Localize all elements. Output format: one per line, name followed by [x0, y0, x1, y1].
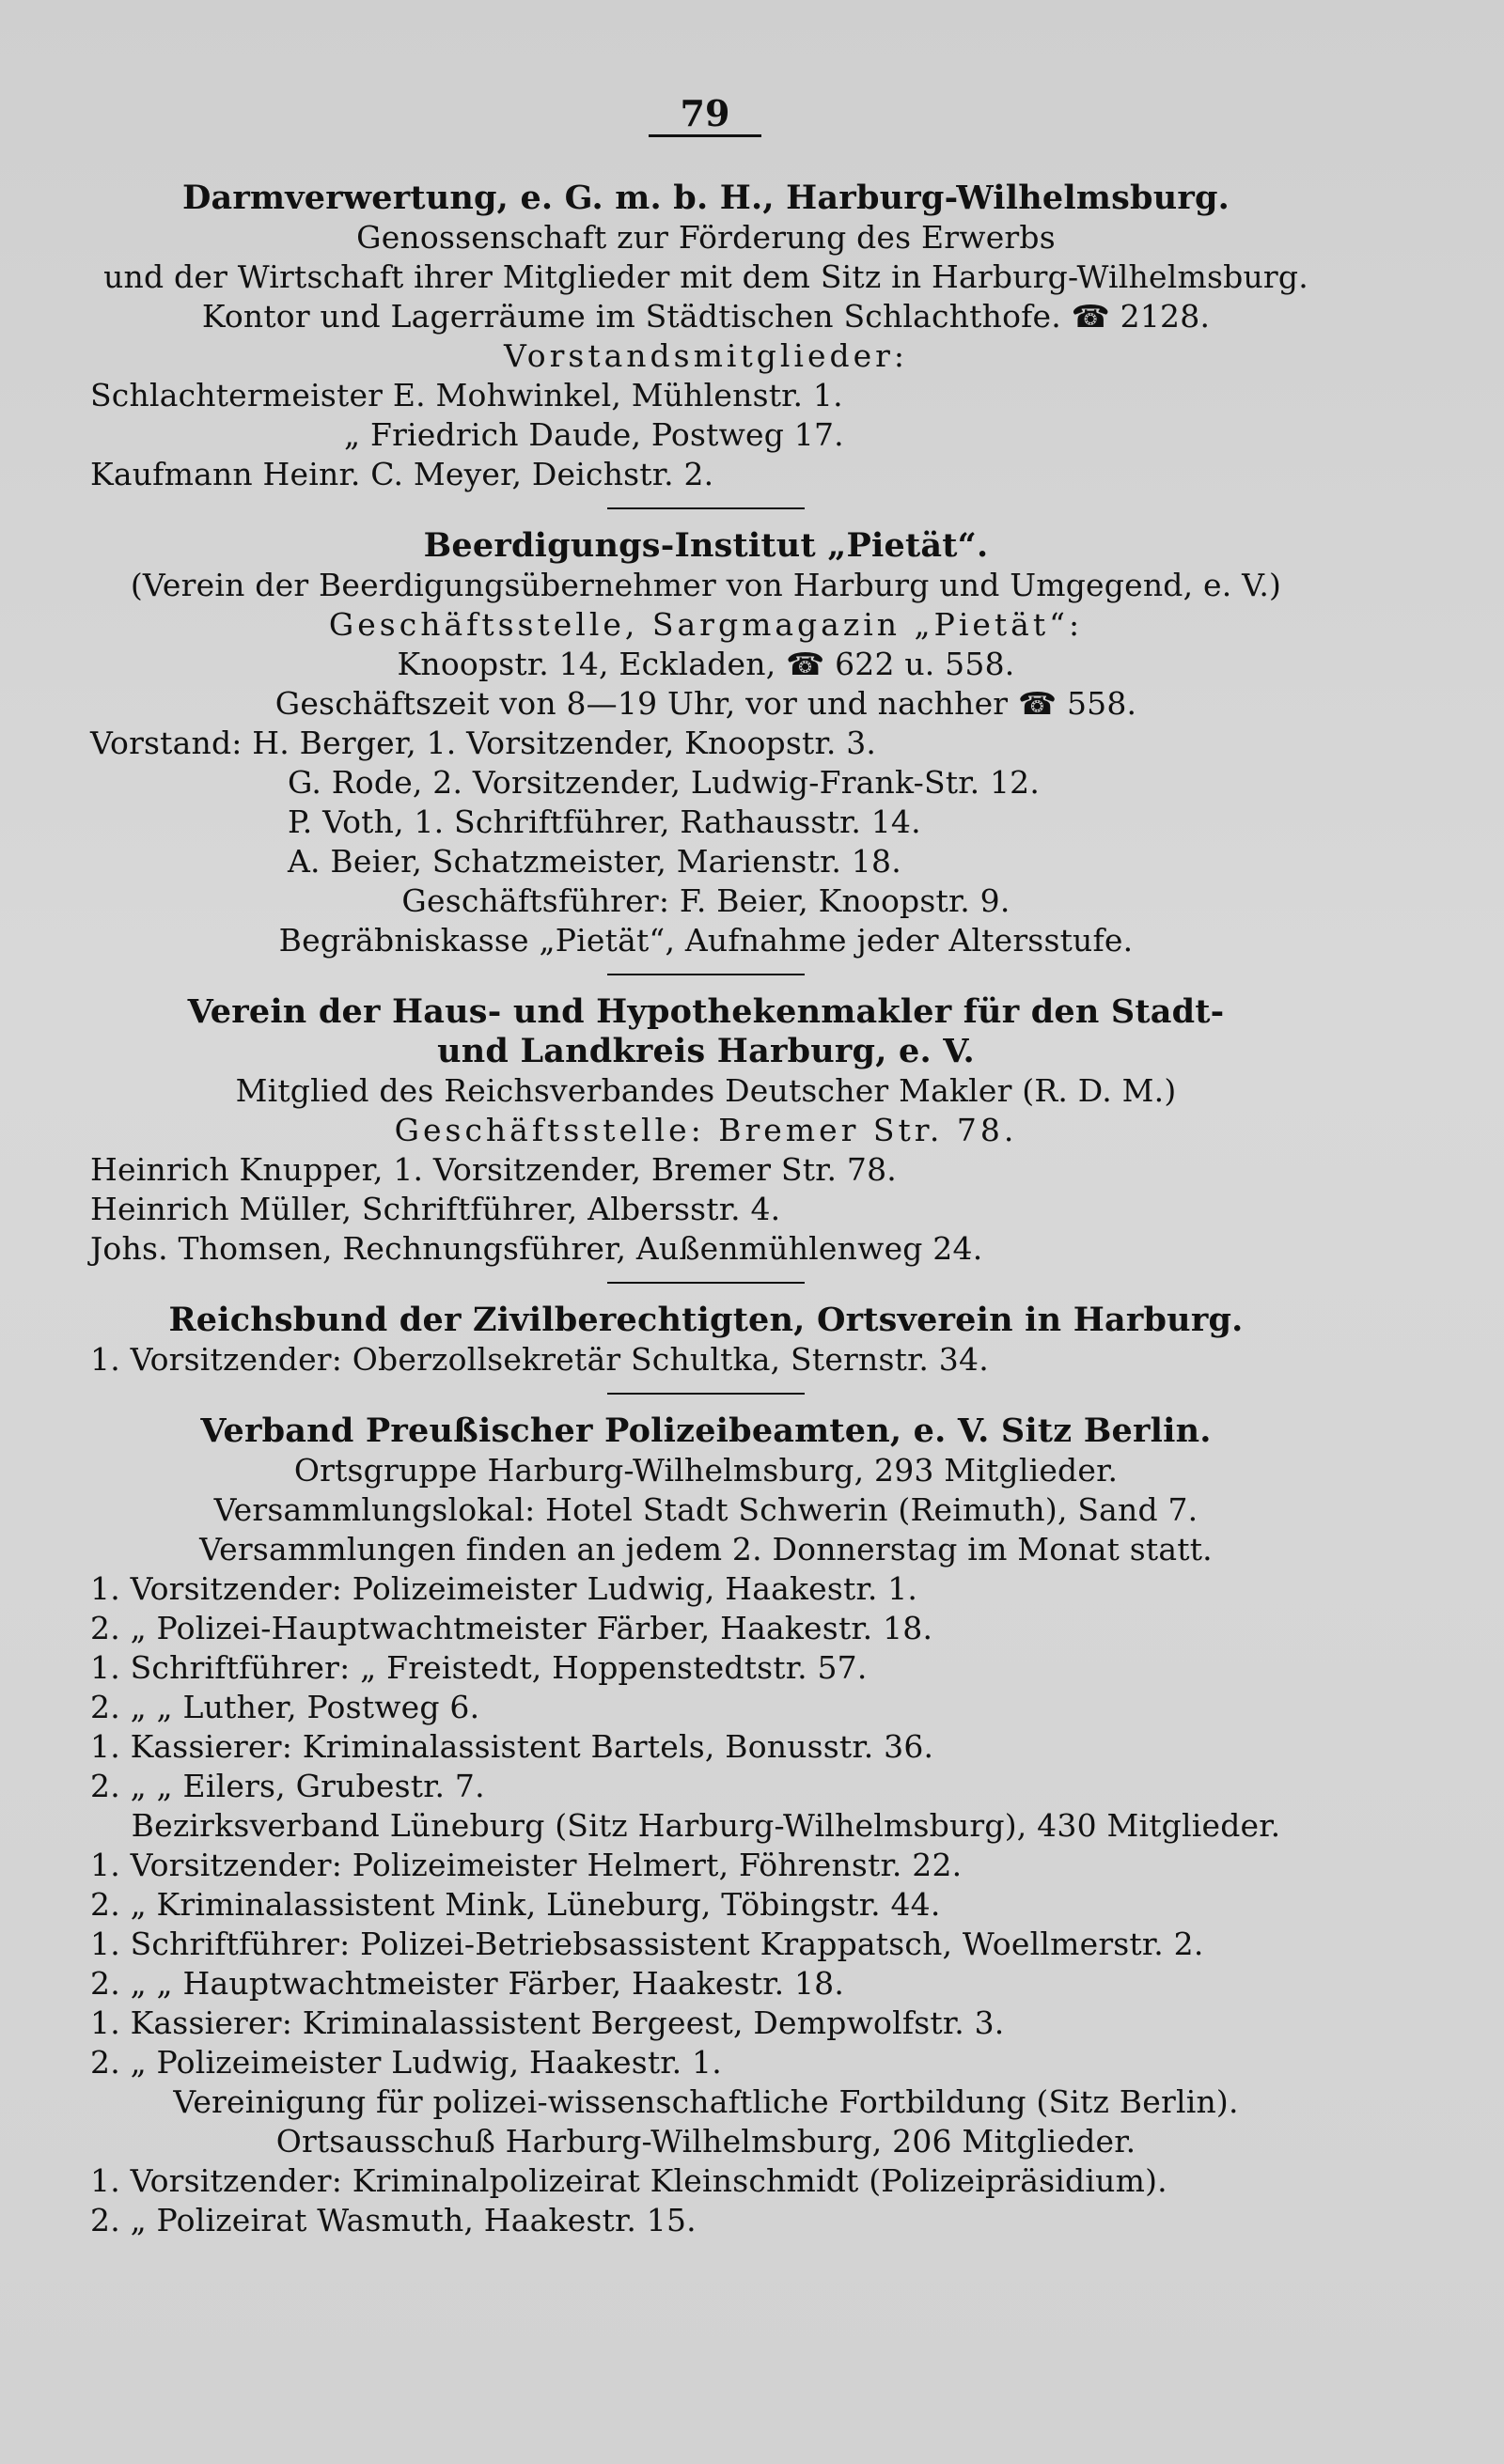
section-zivilberechtigte — [90, 1301, 1322, 1380]
text-line: Genossenschaft zur Förderung des Erwerbs — [356, 219, 1056, 256]
text-line: Versammlungen finden an jedem 2. Donnerstag im Monat statt. — [199, 1531, 1213, 1567]
section-darmverwertung — [90, 179, 1322, 494]
text-line: Johs. Thomsen, Rechnungsführer, Außenmühlenweg 24. — [90, 1230, 983, 1267]
page-number: 79 — [680, 92, 730, 134]
text-line: 2. „ „ Hauptwachtmeister Färber, Haakestr. 18. — [90, 1965, 845, 2002]
text-line: 1. Vorsitzender: Kriminalpolizeirat Kleinschmidt (Polizeipräsidium). — [90, 2162, 1167, 2199]
text-line: und Landkreis Harburg, e. V. — [437, 1032, 975, 1070]
text-line: 1. Vorsitzender: Polizeimeister Ludwig, Haakestr. 1. — [90, 1570, 918, 1607]
text-line: 2. „ Polizeirat Wasmuth, Haakestr. 15. — [90, 2202, 697, 2238]
text-line: Vorstandsmitglieder: — [503, 337, 909, 374]
text-line: 1. Schriftführer: „ Freistedt, Hoppenstedtstr. 57. — [90, 1649, 868, 1686]
text-line: Heinrich Müller, Schriftführer, Albersstr. 4. — [90, 1191, 781, 1227]
text-line: 2. „ Kriminalassistent Mink, Lüneburg, Töbingstr. 44. — [90, 1886, 941, 1923]
text-line: Geschäftsstelle: Bremer Str. 78. — [394, 1112, 1018, 1148]
text-line: „ Friedrich Daude, Postweg 17. — [344, 416, 844, 453]
text-line: Begräbniskasse „Pietät“, Aufnahme jeder Altersstufe. — [278, 922, 1134, 959]
text-line: Bezirksverband Lüneburg (Sitz Harburg-Wilhelmsburg), 430 Mitglieder. — [131, 1807, 1281, 1844]
text-line: P. Voth, 1. Schriftführer, Rathausstr. 14. — [288, 803, 921, 840]
text-line: Geschäftsführer: F. Beier, Knoopstr. 9. — [401, 882, 1010, 919]
section-heading: Reichsbund der Zivilberechtigten, Ortsverein in Harburg. — [168, 1301, 1244, 1339]
section-separator — [607, 974, 805, 975]
section-separator — [607, 1282, 805, 1284]
section-separator — [607, 1393, 805, 1395]
text-line: Knoopstr. 14, Eckladen, ☎ 622 u. 558. — [397, 646, 1015, 682]
text-line: Kontor und Lagerräume im Städtischen Schlachthofe. ☎ 2128. — [201, 298, 1211, 335]
text-line: 2. „ „ Luther, Postweg 6. — [90, 1689, 480, 1725]
section-polizeibeamte — [90, 1411, 1322, 2240]
text-line: 1. Schriftführer: Polizei-Betriebsassistent Krappatsch, Woellmerstr. 2. — [90, 1926, 1204, 1962]
text-line: Kaufmann Heinr. C. Meyer, Deichstr. 2. — [90, 456, 714, 492]
section-beerdigung — [90, 526, 1322, 960]
page-content — [90, 179, 1322, 2240]
section-hausmakler — [90, 992, 1322, 1269]
section-heading: Darmverwertung, e. G. m. b. H., Harburg-Wilhelmsburg. — [181, 179, 1230, 217]
text-line: Ortsausschuß Harburg-Wilhelmsburg, 206 Mitglieder. — [275, 2123, 1136, 2160]
text-line: (Verein der Beerdigungsübernehmer von Harburg und Umgegend, e. V.) — [130, 567, 1282, 603]
text-line: Versammlungslokal: Hotel Stadt Schwerin (Reimuth), Sand 7. — [213, 1491, 1198, 1528]
section-separator — [607, 507, 805, 509]
text-line: A. Beier, Schatzmeister, Marienstr. 18. — [288, 843, 901, 880]
text-line: Vereinigung für polizei-wissenschaftliche Fortbildung (Sitz Berlin). — [173, 2083, 1239, 2120]
text-line: Heinrich Knupper, 1. Vorsitzender, Bremer Str. 78. — [90, 1151, 897, 1188]
text-line: Geschäftszeit von 8—19 Uhr, vor und nachher ☎ 558. — [274, 685, 1137, 722]
text-line: 2. „ „ Eilers, Grubestr. 7. — [90, 1768, 485, 1804]
text-line: 1. Vorsitzender: Polizeimeister Helmert, Föhrenstr. 22. — [90, 1847, 963, 1883]
section-heading: Beerdigungs-Institut „Pietät“. — [423, 526, 989, 565]
text-line: Schlachtermeister E. Mohwinkel, Mühlenstr. 1. — [90, 377, 843, 413]
text-line: 2. „ Polizei-Hauptwachtmeister Färber, Haakestr. 18. — [90, 1610, 933, 1646]
text-line: Geschäftsstelle, Sargmagazin „Pietät“: — [328, 606, 1084, 643]
text-line: 1. Vorsitzender: Oberzollsekretär Schultka, Sternstr. 34. — [90, 1341, 989, 1378]
section-heading: Verband Preußischer Polizeibeamten, e. V. Sitz Berlin. — [200, 1411, 1212, 1450]
text-line: 2. „ Polizeimeister Ludwig, Haakestr. 1. — [90, 2044, 722, 2081]
text-line: 1. Kassierer: Kriminalassistent Bergeest, Dempwolfstr. 3. — [90, 2004, 1005, 2041]
text-line: und der Wirtschaft ihrer Mitglieder mit dem Sitz in Harburg-Wilhelmsburg. — [103, 258, 1308, 295]
text-line: 1. Kassierer: Kriminalassistent Bartels, Bonusstr. 36. — [90, 1728, 934, 1765]
text-line: G. Rode, 2. Vorsitzender, Ludwig-Frank-Str. 12. — [288, 764, 1041, 801]
section-heading: Verein der Haus- und Hypothekenmakler für den Stadt- — [187, 992, 1225, 1031]
page-number-rule — [649, 134, 761, 137]
text-line: Vorstand: H. Berger, 1. Vorsitzender, Knoopstr. 3. — [90, 725, 877, 761]
text-line: Ortsgruppe Harburg-Wilhelmsburg, 293 Mitglieder. — [293, 1452, 1119, 1489]
text-line: Mitglied des Reichsverbandes Deutscher Makler (R. D. M.) — [235, 1072, 1177, 1109]
